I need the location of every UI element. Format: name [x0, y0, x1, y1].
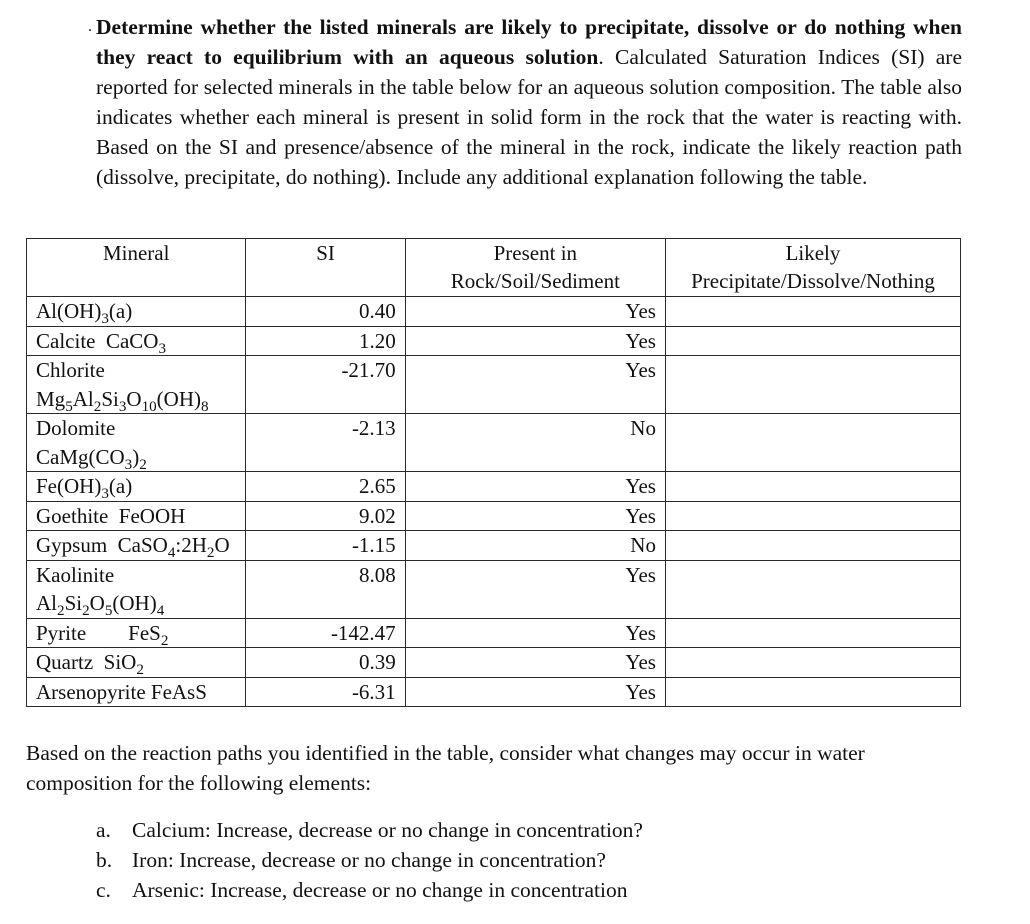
present-value: Yes — [405, 618, 665, 648]
si-value: -1.15 — [246, 531, 405, 561]
mineral-name: Gypsum $CaSO_4:2H_2O$ — [36, 533, 230, 562]
likely-reaction-cell[interactable] — [665, 297, 960, 327]
likely-reaction-cell[interactable] — [665, 560, 960, 618]
table-row — [27, 677, 961, 707]
instructions-body: . Calculated Saturation Indices (SI) are reported for selected minerals in the table below for an aqueous solution composition. The table also indicates whether each mineral is present in solid form in the rock that the water is reacting with. Based on the SI and presence/absence of the mineral in the rock, indicate the likely reaction path (dissolve, precipitate, do nothing). Include any additional explanation following the table. — [96, 45, 962, 189]
present-value: Yes — [405, 326, 665, 356]
mineral-cell — [27, 531, 246, 561]
mineral-name: Goethite FeOOH — [36, 503, 186, 528]
present-value: Yes — [405, 472, 665, 502]
mineral-cell — [27, 560, 246, 618]
mineral-name: Chlorite — [36, 358, 105, 382]
mineral-name: Arsenopyrite FeAsS — [36, 679, 207, 704]
likely-reaction-cell[interactable] — [665, 472, 960, 502]
present-value: Yes — [405, 501, 665, 531]
table-row — [27, 501, 961, 531]
mineral-formula: $Mg_5Al_2Si_3O_{10}(OH)_8$ — [36, 386, 209, 415]
present-value: No — [405, 414, 665, 472]
mineral-name: $Fe(OH)_3(a)$ — [36, 474, 133, 503]
mineral-name: Dolomite — [36, 416, 116, 440]
si-value: 2.65 — [246, 472, 405, 502]
present-value: Yes — [405, 677, 665, 707]
table-row — [27, 648, 961, 678]
si-value: -142.47 — [246, 618, 405, 648]
likely-reaction-cell[interactable] — [665, 414, 960, 472]
likely-reaction-cell[interactable] — [665, 618, 960, 648]
mineral-name: Calcite CaCO$_3$ — [36, 328, 167, 357]
mineral-name: $Al(OH)_3(a)$ — [36, 299, 133, 328]
question-list — [96, 815, 643, 905]
present-value: Yes — [405, 648, 665, 678]
header-mineral: Mineral — [27, 239, 246, 297]
mineral-name: Pyrite FeS$_2$ — [36, 620, 169, 649]
likely-reaction-cell[interactable] — [665, 356, 960, 414]
si-value: 1.20 — [246, 326, 405, 356]
bullet-mark: . — [88, 18, 92, 35]
instructions-paragraph — [88, 12, 962, 192]
si-value: 9.02 — [246, 501, 405, 531]
mineral-cell — [27, 677, 246, 707]
present-value: Yes — [405, 560, 665, 618]
si-value: 8.08 — [246, 560, 405, 618]
question-item: c. Arsenic: Increase, decrease or no change in concentration — [96, 878, 628, 902]
si-value: 0.40 — [246, 297, 405, 327]
mineral-cell — [27, 297, 246, 327]
mineral-formula: $Al_2Si_2O_5(OH)_4$ — [36, 591, 165, 620]
likely-reaction-cell[interactable] — [665, 326, 960, 356]
si-value: -2.13 — [246, 414, 405, 472]
likely-reaction-cell[interactable] — [665, 531, 960, 561]
question-item: b. Iron: Increase, decrease or no change in concentration? — [96, 848, 606, 872]
si-value: -6.31 — [246, 677, 405, 707]
likely-reaction-cell[interactable] — [665, 501, 960, 531]
table-row — [27, 531, 961, 561]
header-si: SI — [246, 239, 405, 297]
mineral-cell — [27, 414, 246, 472]
mineral-cell — [27, 648, 246, 678]
likely-reaction-cell[interactable] — [665, 677, 960, 707]
mineral-formula: $CaMg(CO_3)_2$ — [36, 444, 147, 473]
si-value: 0.39 — [246, 648, 405, 678]
mineral-cell — [27, 472, 246, 502]
table-row — [27, 356, 961, 414]
table-row — [27, 297, 961, 327]
si-value: -21.70 — [246, 356, 405, 414]
mineral-name: Kaolinite — [36, 562, 115, 587]
mineral-name: Quartz SiO$_2$ — [36, 650, 144, 679]
present-value: No — [405, 531, 665, 561]
question-item: a. Calcium: Increase, decrease or no change in concentration? — [96, 818, 643, 842]
mineral-cell — [27, 356, 246, 414]
mineral-cell — [27, 618, 246, 648]
likely-reaction-cell[interactable] — [665, 648, 960, 678]
present-value: Yes — [405, 356, 665, 414]
mineral-cell — [27, 326, 246, 356]
table-row — [27, 618, 961, 648]
present-value: Yes — [405, 297, 665, 327]
saturation-index-table — [26, 238, 961, 707]
followup-paragraph: Based on the reaction paths you identified in the table, consider what changes may occur in water composition for the following elements: — [26, 741, 865, 795]
table-row — [27, 414, 961, 472]
header-present: Present in Rock/Soil/Sediment — [405, 239, 665, 297]
table-row — [27, 326, 961, 356]
header-likely: Likely Precipitate/Dissolve/Nothing — [665, 239, 960, 297]
instructions-bold-lead: Determine whether the listed minerals are likely to precipitate, dissolve or do nothing when they react to equilibrium with an aqueous solution — [96, 15, 962, 69]
mineral-cell — [27, 501, 246, 531]
table-row — [27, 560, 961, 618]
table-row — [27, 472, 961, 502]
table-header-row — [27, 239, 961, 297]
